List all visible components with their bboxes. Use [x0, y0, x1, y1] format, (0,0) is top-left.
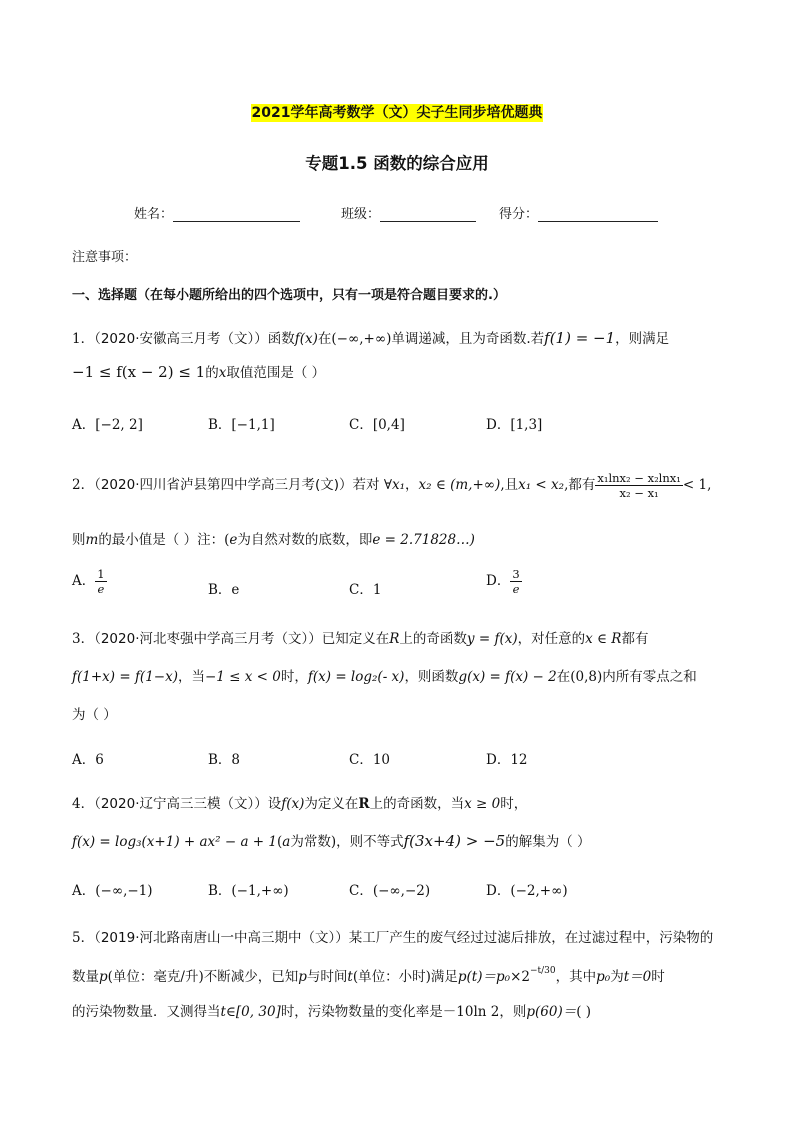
score-field[interactable] — [499, 203, 658, 222]
q4-option-a[interactable]: A．(−∞,−1) — [72, 883, 153, 899]
class-label: 班级： — [341, 207, 381, 222]
q3-option-b[interactable]: B．8 — [208, 752, 241, 768]
question-1-line2: −1 ≤ f(x − 2) ≤ 1的x取值范围是（ ） — [72, 363, 326, 381]
question-5-line1: 5．（2019·河北路南唐山一中高三期中（文））某工厂产生的废气经过过滤后排放，在过滤过程中，污染物的 — [72, 930, 714, 946]
q1-option-a[interactable]: A．[−2, 2] — [72, 417, 143, 433]
series-banner — [0, 102, 794, 122]
name-field[interactable] — [134, 203, 300, 222]
question-1-line1: 1．（2020·安徽高三月考（文））函数f(x)在(−∞,+∞)单调递减，且为奇函数.若f(1) = −1，则满足 — [72, 329, 670, 347]
question-5-line2: 数量p(单位：毫克/升)不断减少，已知p与时间t(单位：小时)满足$p(t)=p_0\times 2^{-t/30}$，其中p₀为t＝0时 — [72, 965, 665, 985]
section-heading: 一、选择题（在每小题所给出的四个选项中，只有一项是符合题目要求的.） — [72, 288, 506, 303]
score-blank[interactable] — [538, 207, 658, 222]
q2-option-c[interactable]: C．1 — [349, 582, 382, 598]
q2-option-d[interactable]: D． $\frac{3}{e}$ — [486, 567, 520, 596]
notice-heading: 注意事项： — [72, 250, 138, 265]
question-4-line1: 4．（2020·辽宁高三三模（文））设f(x)为定义在R上的奇函数，当x ≥ 0时， — [72, 796, 528, 812]
q1-option-b[interactable]: B．[−1,1] — [208, 417, 275, 433]
question-2-line2: 则m的最小值是（ ）注：(e为自然对数的底数，即e = 2.71828…) — [72, 532, 475, 548]
score-label: 得分： — [499, 207, 539, 222]
question-3-line1: 3．（2020·河北枣强中学高三月考（文））已知定义在R上的奇函数y = f(x)，对任意的x ∈ R都有 — [72, 631, 649, 647]
q1-option-d[interactable]: D．[1,3] — [486, 417, 543, 433]
name-label: 姓名： — [134, 207, 174, 222]
question-3-line2: f(1+x) = f(1−x)，当−1 ≤ x < 0时，f(x) = log₂(- x)，则函数g(x) = f(x) − 2在(0,8)内所有零点之和 — [72, 669, 697, 685]
q2-option-b[interactable]: B．e — [208, 582, 240, 598]
series-title: 2021学年高考数学（文）尖子生同步培优题典 — [251, 105, 543, 121]
question-3-line3: 为（ ） — [72, 707, 117, 723]
q4-option-d[interactable]: D．(−2,+∞) — [486, 883, 568, 899]
q4-option-c[interactable]: C．(−∞,−2) — [349, 883, 431, 899]
q1-option-c[interactable]: C．[0,4] — [349, 417, 405, 433]
q3-option-d[interactable]: D．12 — [486, 752, 528, 768]
q2-fraction: $\frac{\text{x₁lnx₂ − x₂lnx₁}}{\text{x₂ − x₁}}$ — [597, 471, 681, 500]
page-title: 专题1.5 函数的综合应用 — [305, 154, 489, 173]
q3-option-c[interactable]: C．10 — [349, 752, 391, 768]
q3-option-a[interactable]: A．6 — [72, 752, 104, 768]
name-blank[interactable] — [173, 207, 300, 222]
question-2-line1: 2．（2020·四川省泸县第四中学高三月考(文)）若对 ∀x₁，x₂ ∈ (m,+∞),且x₁ < x₂,都有 $\frac{\text{x₁lnx₂ − x₂lnx₁}}{\text{x₂ − x₁}}$ < 1, — [72, 471, 712, 500]
class-blank[interactable] — [380, 207, 476, 222]
question-5-line3: 的污染物数量．又测得当t∈[0, 30]时，污染物数量的变化率是－10ln 2，则p(60)＝( ) — [72, 1004, 592, 1020]
class-field[interactable] — [341, 203, 476, 222]
q2-option-a[interactable]: A． $\frac{1}{e}$ — [72, 567, 105, 596]
question-4-line2: f(x) = log₃(x+1) + ax² − a + 1(a为常数)，则不等式f(3x+4) > −5的解集为（ ） — [72, 832, 591, 850]
q4-option-b[interactable]: B．(−1,+∞) — [208, 883, 289, 899]
